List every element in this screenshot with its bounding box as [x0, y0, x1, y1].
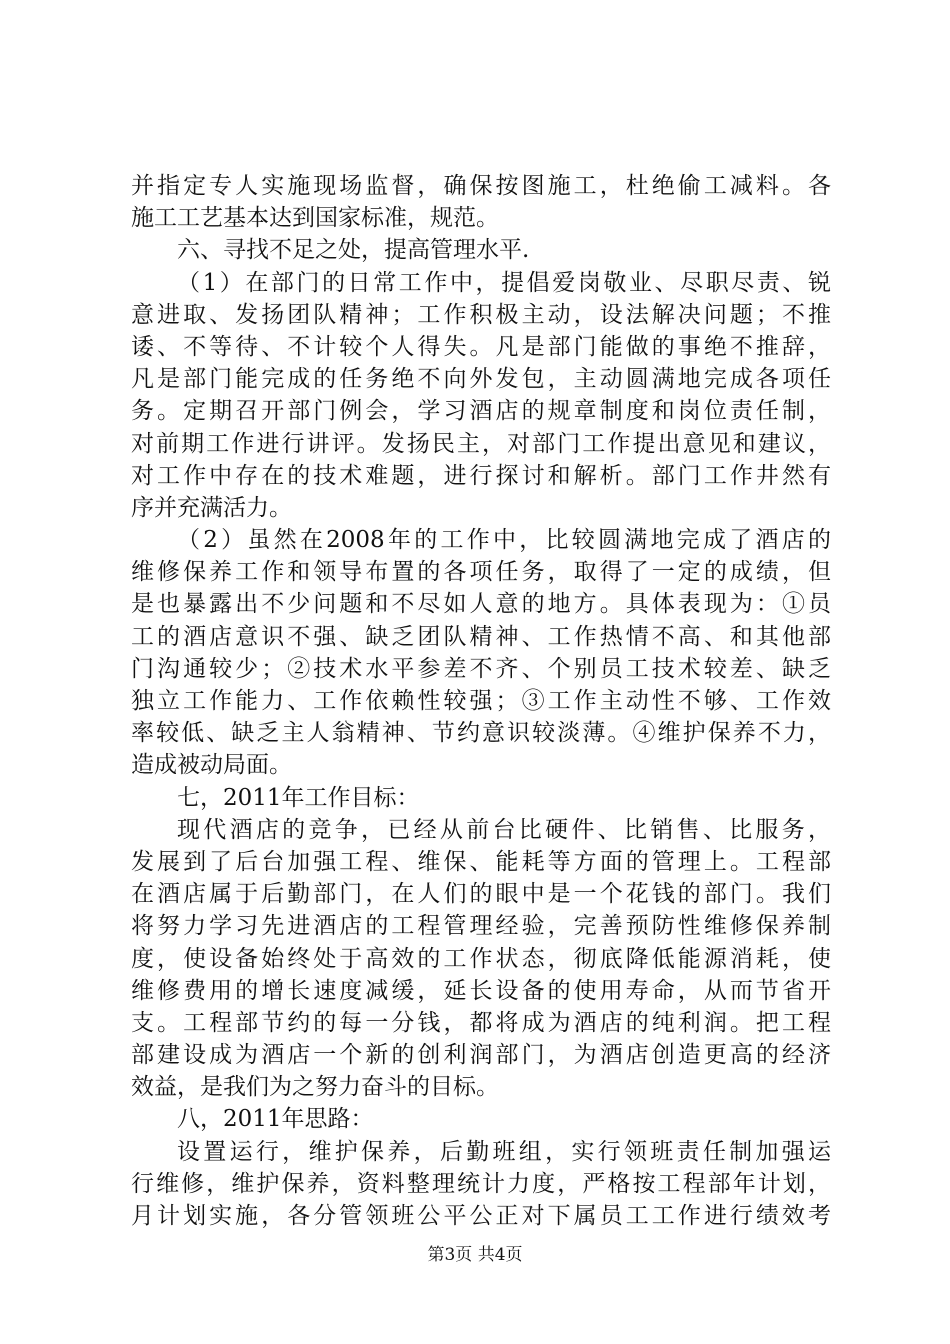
text-line: 序并充满活力。: [131, 494, 292, 521]
text-line: 独立工作能力、工作依赖性较强；③工作主动性不够、工作效: [131, 688, 831, 714]
text-line: 并指定专人实施现场监督，确保按图施工，杜绝偷工减料。各: [131, 173, 831, 199]
text-line: 度，使设备始终处于高效的工作状态，彻底降低能源消耗，使: [131, 945, 831, 972]
text-line: 设置运行，维护保养，后勤班组，实行领班责任制加强运: [177, 1138, 831, 1165]
text-line: 行维修，维护保养，资料整理统计力度，严格按工程部年计划，: [131, 1170, 831, 1197]
text-line: 对前期工作进行讲评。发扬民主，对部门工作提出意见和建议，: [131, 430, 831, 457]
text-line: 造成被动局面。: [131, 752, 292, 779]
text-line: 维修费用的增长速度减缓，延长设备的使用寿命，从而节省开: [131, 977, 831, 1004]
text-line: 务。定期召开部门例会，学习酒店的规章制度和岗位责任制，: [131, 398, 831, 425]
text-line: 部建设成为酒店一个新的创利润部门，为酒店创造更高的经济: [131, 1042, 831, 1069]
text-line: 率较低、缺乏主人翁精神、节约意识较淡薄。④维护保养不力，: [131, 720, 831, 747]
text-line: （1）在部门的日常工作中，提倡爱岗敬业、尽职尽责、锐: [177, 269, 831, 296]
text-line: （2）虽然在2008年的工作中，比较圆满地完成了酒店的: [177, 527, 831, 554]
text-line: 工的酒店意识不强、缺乏团队精神、工作热情不高、和其他部: [131, 623, 831, 650]
text-line: 门沟通较少；②技术水平参差不齐、个别员工技术较差、缺乏: [131, 655, 831, 682]
text-line: 对工作中存在的技术难题，进行探讨和解析。部门工作井然有: [131, 462, 831, 489]
text-line: 施工工艺基本达到国家标准，规范。: [131, 205, 499, 232]
text-line: 六、寻找不足之处，提高管理水平.: [177, 237, 530, 264]
text-line: 发展到了后台加强工程、维保、能耗等方面的管理上。工程部: [131, 848, 831, 875]
text-line: 现代酒店的竞争，已经从前台比硬件、比销售、比服务，: [177, 816, 831, 843]
page-footer: 第3页 共4页: [427, 1245, 523, 1265]
text-line: 诿、不等待、不计较个人得失。凡是部门能做的事绝不推辞，: [131, 333, 831, 360]
text-line: 维修保养工作和领导布置的各项任务，取得了一定的成绩，但: [131, 559, 831, 586]
text-line: 是也暴露出不少问题和不尽如人意的地方。具体表现为：①员: [131, 591, 831, 618]
text-line: 意进取、发扬团队精神；工作积极主动，设法解决问题；不推: [131, 301, 831, 328]
text-line: 八，2011年思路：: [177, 1106, 374, 1133]
text-line: 效益，是我们为之努力奋斗的目标。: [131, 1074, 499, 1101]
document-body: [131, 170, 831, 1232]
text-line: 支。工程部节约的每一分钱，都将成为酒店的纯利润。把工程: [131, 1009, 831, 1036]
text-line: 凡是部门能完成的任务绝不向外发包，主动圆满地完成各项任: [131, 366, 831, 393]
text-line: 七，2011年工作目标：: [177, 784, 420, 811]
text-line: 月计划实施，各分管领班公平公正对下属员工工作进行绩效考: [131, 1203, 831, 1229]
text-line: 将努力学习先进酒店的工程管理经验，完善预防性维修保养制: [131, 913, 831, 940]
text-line: 在酒店属于后勤部门，在人们的眼中是一个花钱的部门。我们: [131, 881, 831, 908]
